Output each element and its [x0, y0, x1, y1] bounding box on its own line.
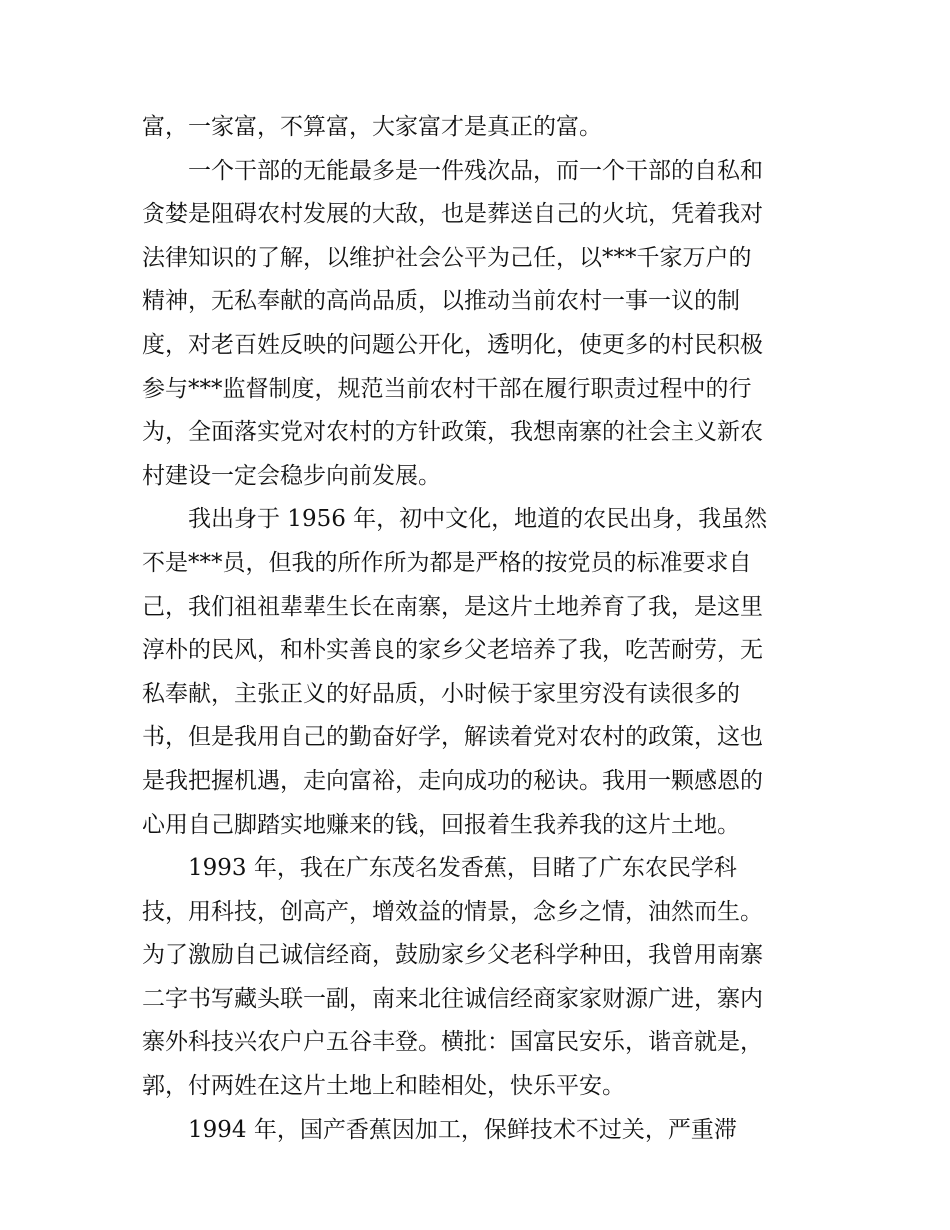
body-text — [142, 106, 822, 1152]
text-line: 参与***监督制度，规范当前农村干部在履行职责过程中的行 — [142, 375, 752, 402]
text-line: 技，用科技，创高产，增效益的情景，念乡之情，油然而生。 — [142, 898, 763, 925]
text-line: 是我把握机遇，走向富裕，走向成功的秘诀。我用一颗感恩的 — [142, 767, 763, 794]
paragraph-first-line: 1994 年，国产香蕉因加工，保鲜技术不过关，严重滞 — [188, 1116, 737, 1143]
paragraph-first-line: 一个干部的无能最多是一件残次品，而一个干部的自私和 — [188, 157, 763, 184]
text-line: 富，一家富，不算富，大家富才是真正的富。 — [142, 114, 602, 140]
text-line: 贪婪是阻碍农村发展的大敌，也是葬送自己的火坑，凭着我对 — [142, 201, 763, 228]
text-line: 为，全面落实党对农村的方针政策，我想南寨的社会主义新农 — [142, 419, 763, 446]
text-line: 二字书写藏头联一副，南来北往诚信经商家家财源广进，寨内 — [142, 985, 763, 1012]
text-line: 己，我们祖祖辈辈生长在南寨，是这片土地养育了我，是这里 — [142, 593, 763, 620]
text-line: 为了激励自己诚信经商，鼓励家乡父老科学种田，我曾用南寨 — [142, 942, 763, 969]
text-line: 不是***员，但我的所作所为都是严格的按党员的标准要求自 — [142, 549, 752, 576]
paragraph-first-line: 1993 年，我在广东茂名发香蕉，目睹了广东农民学科 — [188, 855, 737, 882]
text-line: 村建设一定会稳步向前发展。 — [142, 462, 441, 489]
text-line: 郭，付两姓在这片土地上和睦相处，快乐平安。 — [142, 1073, 625, 1100]
text-line: 淳朴的民风，和朴实善良的家乡父老培养了我，吃苦耐劳，无 — [142, 637, 763, 664]
text-line: 法律知识的了解，以维护社会公平为己任，以***千家万户的 — [142, 244, 752, 271]
text-line: 心用自己脚踏实地赚来的钱，回报着生我养我的这片土地。 — [142, 811, 740, 838]
text-line: 寨外科技兴农户户五谷丰登。横批：国富民安乐，谐音就是， — [142, 1029, 763, 1056]
text-line: 精神，无私奉献的高尚品质，以推动当前农村一事一议的制 — [142, 288, 740, 315]
text-line: 度，对老百姓反映的问题公开化，透明化，使更多的村民积极 — [142, 331, 763, 358]
text-line: 私奉献，主张正义的好品质，小时候于家里穷没有读很多的 — [142, 680, 740, 707]
text-line: 书，但是我用自己的勤奋好学，解读着党对农村的政策，这也 — [142, 724, 763, 751]
paragraph-first-line: 我出身于 1956 年，初中文化，地道的农民出身，我虽然 — [188, 506, 768, 533]
